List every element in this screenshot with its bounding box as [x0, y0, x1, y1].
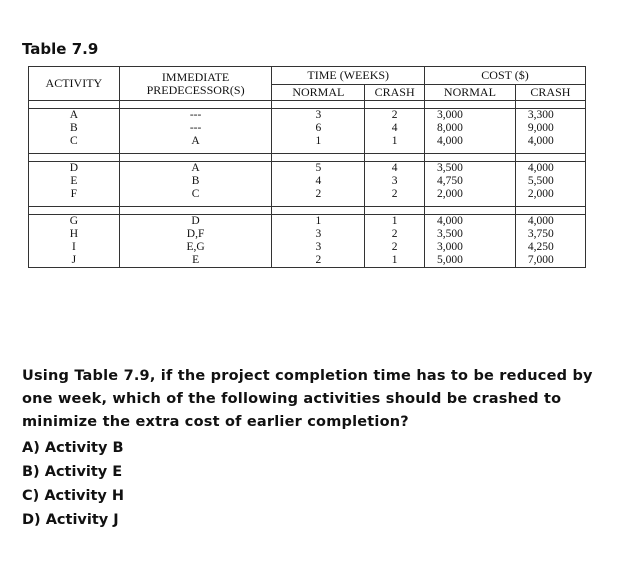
spacer-cell	[29, 101, 120, 109]
spacer-cell	[119, 101, 272, 109]
spacer-cell	[425, 154, 516, 162]
table-body	[29, 101, 586, 268]
group-spacer	[29, 101, 586, 109]
cell-cost-crash: 3,750	[527, 228, 554, 240]
spacer-cell	[29, 207, 120, 215]
cell-time-crash: 4	[391, 122, 398, 134]
cell-predecessor: ---	[189, 109, 202, 121]
cell-time-normal: 5	[315, 162, 322, 174]
cell-time-normal: 4	[315, 175, 322, 187]
spacer-cell	[515, 154, 585, 162]
header-time-crash: CRASH	[365, 85, 425, 101]
cell-time-crash: 4	[391, 162, 398, 174]
spacer-cell	[29, 154, 120, 162]
header-cost-normal: NORMAL	[425, 85, 516, 101]
cell-cost-normal: 4,000	[437, 135, 463, 147]
spacer-cell	[425, 101, 516, 109]
spacer-cell	[365, 207, 425, 215]
spacer-cell	[272, 207, 365, 215]
column-predecessor	[119, 162, 272, 207]
question-text: Using Table 7.9, if the project completion time has to be reduced by one week, which of the following activities should be crashed to minimize the extra cost of earlier completion?	[22, 368, 593, 430]
column-activity	[29, 162, 120, 207]
column-predecessor	[119, 109, 272, 154]
cell-cost-crash: 7,000	[527, 254, 554, 266]
cell-cost-crash: 3,300	[527, 109, 554, 121]
table-title: Table 7.9	[22, 40, 99, 58]
table-row-group	[29, 162, 586, 207]
cell-time-normal: 3	[315, 109, 322, 121]
spacer-cell	[272, 101, 365, 109]
cell-time-crash: 1	[391, 135, 398, 147]
spacer-cell	[272, 154, 365, 162]
cell-activity: F	[70, 188, 78, 200]
table-row-group	[29, 109, 586, 154]
cell-time-crash: 2	[391, 188, 398, 200]
cell-activity: D	[69, 162, 79, 174]
option-b[interactable]: B) Activity E	[22, 464, 123, 480]
cell-time-crash: 1	[391, 254, 398, 266]
cell-cost-normal: 4,000	[437, 215, 463, 227]
cell-activity: G	[69, 215, 79, 227]
cell-time-normal: 6	[315, 122, 322, 134]
cell-time-normal: 2	[315, 188, 322, 200]
cell-predecessor: A	[191, 162, 200, 174]
cell-activity: B	[70, 122, 78, 134]
group-spacer	[29, 154, 586, 162]
column-cost-normal	[425, 162, 516, 207]
header-activity: ACTIVITY	[29, 67, 120, 101]
cell-cost-normal: 3,000	[437, 109, 463, 121]
header-predecessors	[119, 67, 272, 101]
cell-cost-normal: 8,000	[437, 122, 463, 134]
spacer-cell	[515, 101, 585, 109]
spacer-cell	[515, 207, 585, 215]
column-cost-normal	[425, 109, 516, 154]
column-cost-crash	[515, 109, 585, 154]
activity-table	[28, 66, 586, 268]
column-cost-crash	[515, 162, 585, 207]
spacer-cell	[425, 207, 516, 215]
cell-time-normal: 1	[315, 215, 322, 227]
cell-time-crash: 2	[391, 241, 398, 253]
column-time-normal	[272, 215, 365, 268]
cell-activity: A	[69, 109, 79, 121]
cell-predecessor: ---	[189, 122, 202, 134]
cell-activity: H	[69, 228, 79, 240]
cell-time-crash: 2	[391, 109, 398, 121]
column-time-crash	[365, 162, 425, 207]
header-predecessors-line2: PREDECESSOR(S)	[146, 82, 245, 97]
cell-time-crash: 3	[391, 175, 398, 187]
column-activity	[29, 215, 120, 268]
column-time-normal	[272, 109, 365, 154]
header-cost-crash: CRASH	[515, 85, 585, 101]
cell-predecessor: A	[191, 135, 200, 147]
cell-activity: C	[70, 135, 78, 147]
group-spacer	[29, 207, 586, 215]
cell-predecessor: C	[191, 188, 200, 200]
table-row-group	[29, 215, 586, 268]
cell-activity: I	[71, 241, 76, 253]
cell-predecessor: E	[192, 254, 200, 266]
header-cost-group: COST ($)	[425, 67, 586, 85]
spacer-cell	[365, 101, 425, 109]
spacer-cell	[119, 154, 272, 162]
column-time-normal	[272, 162, 365, 207]
cell-predecessor: D,F	[186, 228, 205, 240]
cell-cost-crash: 4,250	[527, 241, 554, 253]
cell-cost-crash: 4,000	[527, 135, 554, 147]
header-time-group: TIME (WEEKS)	[272, 67, 425, 85]
cell-predecessor: D	[191, 215, 200, 227]
cell-activity: E	[70, 175, 78, 187]
cell-cost-crash: 2,000	[527, 188, 554, 200]
cell-cost-crash: 4,000	[527, 215, 554, 227]
column-predecessor	[119, 215, 272, 268]
cell-time-crash: 1	[391, 215, 398, 227]
column-cost-crash	[515, 215, 585, 268]
cell-cost-normal: 4,750	[437, 175, 463, 187]
column-activity	[29, 109, 120, 154]
spacer-cell	[365, 154, 425, 162]
cell-cost-normal: 5,000	[437, 254, 463, 266]
option-a[interactable]: A) Activity B	[22, 440, 124, 456]
header-predecessors-line1: IMMEDIATE	[161, 69, 230, 84]
cell-cost-crash: 4,000	[527, 162, 554, 174]
cell-cost-normal: 3,500	[437, 228, 463, 240]
cell-time-normal: 2	[315, 254, 322, 266]
column-cost-normal	[425, 215, 516, 268]
cell-cost-normal: 2,000	[437, 188, 463, 200]
cell-cost-normal: 3,500	[437, 162, 463, 174]
option-d[interactable]: D) Activity J	[22, 512, 119, 528]
cell-cost-crash: 5,500	[527, 175, 554, 187]
answer-options	[22, 436, 124, 532]
cell-time-normal: 1	[315, 135, 322, 147]
column-time-crash	[365, 109, 425, 154]
column-time-crash	[365, 215, 425, 268]
cell-activity: J	[71, 254, 77, 266]
option-c[interactable]: C) Activity H	[22, 488, 125, 504]
cell-time-normal: 3	[315, 241, 322, 253]
cell-time-normal: 3	[315, 228, 322, 240]
cell-cost-crash: 9,000	[527, 122, 554, 134]
cell-predecessor: E,G	[186, 241, 205, 253]
header-time-normal: NORMAL	[272, 85, 365, 101]
cell-predecessor: B	[191, 175, 200, 187]
cell-time-crash: 2	[391, 228, 398, 240]
spacer-cell	[119, 207, 272, 215]
cell-cost-normal: 3,000	[437, 241, 463, 253]
